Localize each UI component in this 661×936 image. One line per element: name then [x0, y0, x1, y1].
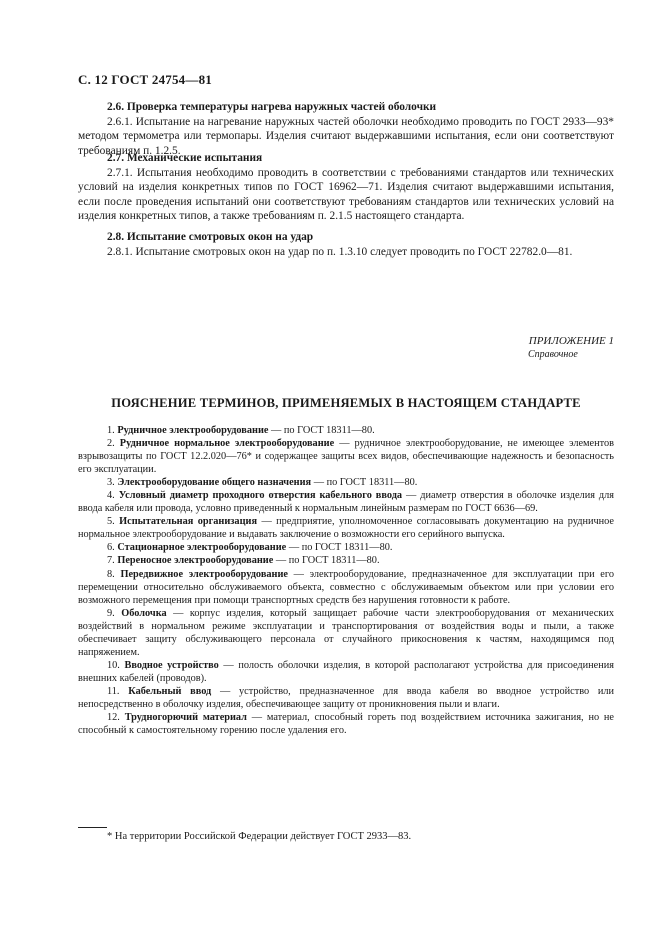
- term-definition: — по ГОСТ 18311—80.: [311, 477, 418, 489]
- term-number: 8.: [107, 568, 115, 580]
- term-number: 6.: [107, 542, 115, 554]
- appendix-note: Справочное: [528, 349, 578, 360]
- term-item: [78, 685, 614, 711]
- term-item: [78, 515, 614, 541]
- term-number: 9.: [107, 607, 115, 619]
- term-name: Рудничное нормальное электрооборудование: [119, 438, 335, 450]
- footnote: * На территории Российской Федерации действует ГОСТ 2933—83.: [107, 831, 412, 842]
- terms-list: [78, 424, 614, 737]
- term-definition: — диаметр отверстия в оболочке изделия для ввода кабеля или провода, условно приведенный к нормальным линейным размерам по ГОСТ 6636—69.: [78, 490, 615, 515]
- term-name: Оболочка: [121, 607, 167, 619]
- term-item: [78, 437, 614, 476]
- term-name: Трудногорючий материал: [124, 712, 247, 724]
- term-item: [78, 659, 614, 685]
- footnote-divider: [78, 827, 107, 828]
- term-name: Стационарное электрооборудование: [117, 542, 287, 554]
- term-item: [78, 476, 614, 489]
- section-2-8: [78, 230, 614, 259]
- section-text: 2.8.1. Испытание смотровых окон на удар по п. 1.3.10 следует проводить по ГОСТ 22782.0—81.: [107, 245, 573, 258]
- term-definition: — корпус изделия, который защищает рабочие части электрооборудования от механических воздействий в нормальном режиме эксплуатации и транспортирования от воздействия воды и пыли, а также обеспечивает защиту обслуживающего персонала от случайного прикосновения к частям, находящимся под напряжением.: [78, 607, 615, 658]
- term-definition: — материал, способный гореть под воздействием источника зажигания, но не способный к самостоятельному горению после удаления его.: [78, 712, 614, 737]
- term-number: 4.: [107, 490, 115, 502]
- section-2-6: [78, 100, 614, 158]
- term-definition: — устройство, предназначенное для ввода кабеля во вводное устройство или непосредственно в оболочку изделия, обеспечивающее защиту от проникновения пыли и влаги.: [78, 685, 615, 710]
- term-name: Электрооборудование общего назначения: [117, 477, 312, 489]
- term-number: 3.: [107, 477, 115, 489]
- term-item: [78, 711, 614, 737]
- term-number: 7.: [107, 555, 115, 567]
- term-name: Рудничное электрооборудование: [117, 425, 269, 436]
- term-name: Кабельный ввод: [128, 685, 212, 697]
- section-2-7: [78, 151, 614, 224]
- term-item: [78, 554, 614, 567]
- term-name: Вводное устройство: [124, 659, 219, 671]
- term-definition: — по ГОСТ 18311—80.: [273, 555, 380, 567]
- term-name: Переносное электрооборудование: [117, 555, 274, 567]
- term-item: [78, 424, 614, 437]
- section-heading: 2.7. Механические испытания: [107, 152, 263, 164]
- term-definition: — полость оболочки изделия, в которой располагают устройства для присоединения внешних кабелей (проводов).: [78, 659, 614, 684]
- appendix-title: ПРИЛОЖЕНИЕ 1: [528, 335, 614, 347]
- appendix-label: [500, 335, 614, 361]
- term-number: 1.: [107, 425, 115, 436]
- section-heading: 2.6. Проверка температуры нагрева наружных частей оболочки: [107, 101, 437, 113]
- term-definition: — рудничное электрооборудование, не имеющее элементов взрывозащиты по ГОСТ 12.2.020—76* и содержащее защиты всех видов, обеспечивающие надежность и безопасность его эксплуатации.: [78, 438, 614, 476]
- term-item: [78, 607, 614, 659]
- term-name: Условный диаметр проходного отверстия кабельного ввода: [118, 490, 403, 502]
- term-number: 12.: [107, 712, 120, 724]
- term-definition: — по ГОСТ 18311—80.: [286, 542, 393, 554]
- term-number: 2.: [107, 438, 115, 450]
- section-text: 2.6.1. Испытание на нагревание наружных частей оболочки необходимо проводить по ГОСТ 2933—93* методом термометра или термопары. Изделия считают выдержавшими испытания, если они соответствуют требованиям п. 1.2.5.: [78, 115, 614, 157]
- page-header: С. 12 ГОСТ 24754—81: [78, 72, 212, 87]
- term-item: [78, 568, 614, 607]
- term-number: 5.: [107, 516, 115, 528]
- term-item: [78, 541, 614, 554]
- term-name: Передвижное электрооборудование: [120, 568, 288, 580]
- section-heading: 2.8. Испытание смотровых окон на удар: [107, 231, 314, 243]
- term-definition: — по ГОСТ 18311—80.: [268, 425, 375, 436]
- term-definition: — электрооборудование, предназначенное для эксплуатации при его перемещении относительно обслуживаемого объекта, совместно с обслуживаемым объектом или при условии его возможного перемещения при помощи транспортных средств без нарушения готовности к работе.: [78, 568, 614, 606]
- term-number: 11.: [107, 685, 120, 697]
- term-item: [78, 489, 614, 515]
- term-definition: — предприятие, уполномоченное согласовывать документацию на рудничное нормальное электрооборудование и выдавать заключение о возможности его серийного выпуска.: [78, 516, 615, 541]
- section-text: 2.7.1. Испытания необходимо проводить в соответствии с требованиями стандартов или технических условий на изделия конкретных типов по ГОСТ 16962—71. Изделия считают выдержавшими испытания, если после проведения испытаний они соответствуют требованиям стандартов или технических условий на изделия конкретных типов, а также требованиям п. 2.1.5 настоящего стандарта.: [78, 166, 614, 222]
- term-number: 10.: [107, 659, 120, 671]
- terms-title: ПОЯСНЕНИЕ ТЕРМИНОВ, ПРИМЕНЯЕМЫХ В НАСТОЯЩЕМ СТАНДАРТЕ: [111, 396, 581, 410]
- term-name: Испытательная организация: [119, 516, 258, 528]
